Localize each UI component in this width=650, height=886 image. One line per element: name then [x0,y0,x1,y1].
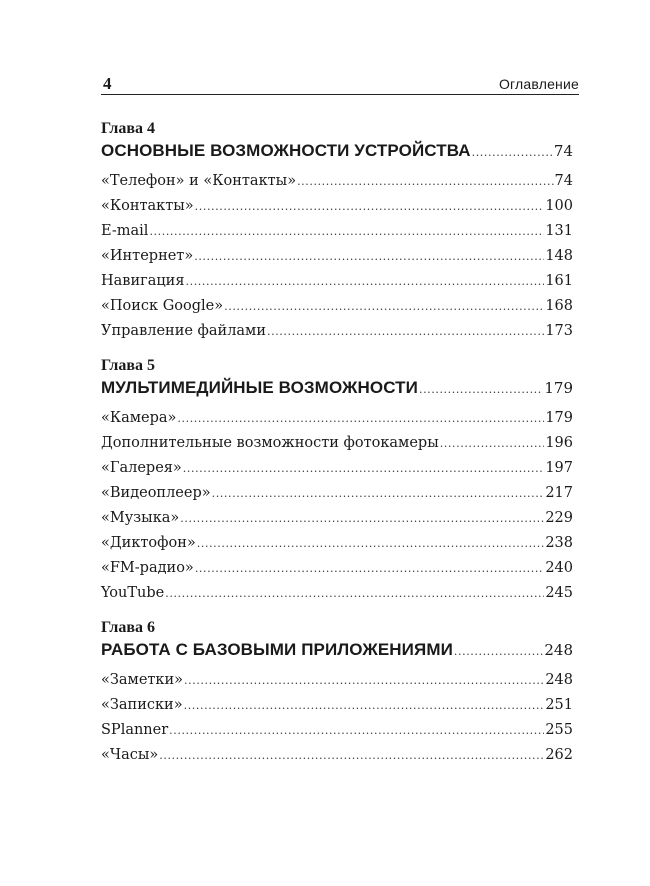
dot-leader [297,169,553,194]
toc-entry-title: E-mail [101,223,149,239]
toc-entry-page-number: 262 [545,747,573,763]
book-page [101,72,579,780]
page-number: 4 [103,74,112,93]
chapter-title-row[interactable] [101,638,573,662]
toc-entry[interactable] [101,743,573,768]
dot-leader [183,456,545,481]
toc-entry-page-number: 74 [554,173,573,189]
toc-entry-title: «Камера» [101,410,177,426]
toc-entry-page-number: 245 [545,585,573,601]
toc-entry-page-number: 238 [545,535,573,551]
chapter-page-number: 74 [553,142,573,160]
toc-entry-page-number: 173 [545,323,573,339]
dot-leader [169,718,544,743]
toc-entry[interactable] [101,244,573,269]
chapter-title: ОСНОВНЫЕ ВОЗМОЖНОСТИ УСТРОЙСТВА [101,141,471,160]
toc-entry-page-number: 248 [545,672,573,688]
toc-entry-title: Управление файлами [101,323,267,339]
toc-entry[interactable] [101,581,573,606]
toc-entry-title: «Галерея» [101,460,182,476]
chapter-page-number: 248 [544,641,573,659]
dot-leader [184,668,544,693]
toc-entry-page-number: 240 [545,560,573,576]
toc-entry-title: «Часы» [101,747,159,763]
toc-entry-title: Дополнительные возможности фотокамеры [101,435,439,451]
chapter-title: МУЛЬТИМЕДИЙНЫЕ ВОЗМОЖНОСТИ [101,378,418,397]
toc-entry-page-number: 197 [545,460,573,476]
chapter-title: РАБОТА С БАЗОВЫМИ ПРИЛОЖЕНИЯМИ [101,640,453,659]
toc-entry-page-number: 255 [545,722,573,738]
toc-entry[interactable] [101,456,573,481]
toc-entry-title: «Видеоплеер» [101,485,211,501]
toc-entry[interactable] [101,531,573,556]
running-title: Оглавление [498,76,579,92]
toc-entry-page-number: 131 [545,223,573,239]
chapter-section [101,119,573,344]
chapter-title-row[interactable] [101,376,573,400]
toc-entry-title: «Телефон» и «Контакты» [101,173,297,189]
dot-leader [212,481,545,506]
toc-entry[interactable] [101,481,573,506]
toc-entry-page-number: 161 [545,273,573,289]
toc-entry-title: Навигация [101,273,185,289]
dot-leader [224,294,544,319]
dot-leader [149,219,544,244]
toc-entry[interactable] [101,506,573,531]
toc-entry-page-number: 100 [545,198,573,214]
chapter-section [101,618,573,768]
toc-entry[interactable] [101,668,573,693]
dot-leader [159,743,544,768]
running-header [101,72,579,95]
toc-entry[interactable] [101,718,573,743]
toc-entry[interactable] [101,556,573,581]
toc-entry[interactable] [101,269,573,294]
dot-leader [177,406,544,431]
toc-entry-title: «Поиск Google» [101,298,224,314]
toc-entry-title: «Записки» [101,697,183,713]
chapter-label: Глава 5 [101,357,155,374]
dot-leader [195,556,545,581]
toc-entry-title: SPlanner [101,722,169,738]
dot-leader [440,431,545,456]
dot-leader [180,506,544,531]
toc-entry-title: «Контакты» [101,198,194,214]
dot-leader [454,640,543,664]
toc-entry[interactable] [101,194,573,219]
dot-leader [186,269,545,294]
toc-entry-page-number: 148 [545,248,573,264]
dot-leader [194,244,544,269]
toc-entry-title: «FM-радио» [101,560,194,576]
chapter-label: Глава 4 [101,120,155,137]
dot-leader [419,378,543,402]
toc-entry[interactable] [101,219,573,244]
dot-leader [472,141,553,165]
toc-entry-page-number: 168 [545,298,573,314]
table-of-contents [101,119,573,768]
dot-leader [195,194,545,219]
dot-leader [267,319,544,344]
chapter-page-number: 179 [544,379,573,397]
toc-entry-page-number: 229 [545,510,573,526]
toc-entry-title: YouTube [101,585,165,601]
dot-leader [165,581,544,606]
toc-entry-page-number: 217 [545,485,573,501]
toc-entry-title: «Заметки» [101,672,184,688]
toc-entry[interactable] [101,319,573,344]
toc-entry-title: «Музыка» [101,510,180,526]
toc-entry-page-number: 251 [545,697,573,713]
dot-leader [197,531,545,556]
toc-entry[interactable] [101,294,573,319]
chapter-section [101,356,573,606]
toc-entry-page-number: 196 [545,435,573,451]
chapter-label: Глава 6 [101,619,155,636]
toc-entry-title: «Диктофон» [101,535,196,551]
dot-leader [184,693,545,718]
toc-entry-page-number: 179 [545,410,573,426]
toc-entry[interactable] [101,431,573,456]
toc-entry-title: «Интернет» [101,248,194,264]
toc-entry[interactable] [101,693,573,718]
toc-entry[interactable] [101,169,573,194]
toc-entry[interactable] [101,406,573,431]
chapter-title-row[interactable] [101,139,573,163]
